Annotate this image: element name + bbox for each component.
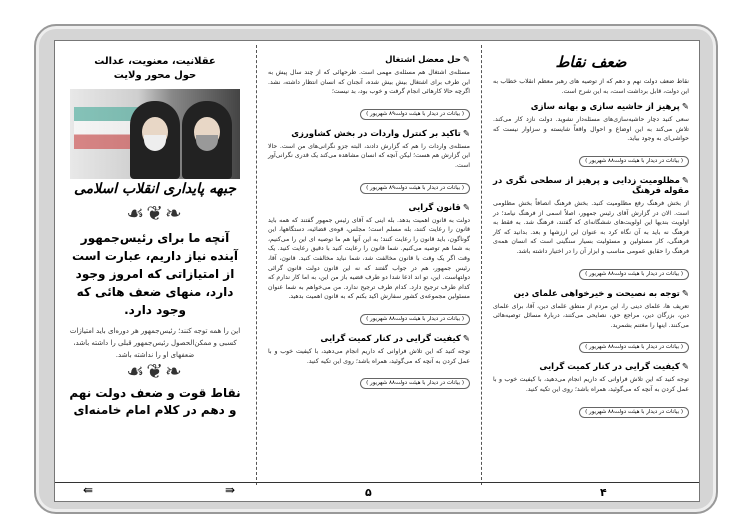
section-body: مسئله‌ی اشتغال هم مسئله‌ی مهمی است. طرحهائی که از چند سال پیش به این طرف برای اشتغال بیش بیش شده، آنجنان که انسان انتظار داشته، نشد. اگرچه حالا کارهائی انجام گرفت و خوب بود، بد نیست؛ bbox=[268, 69, 470, 96]
org-logo-text: جبهه پایداری انقلاب اسلامی bbox=[73, 181, 237, 197]
source-reference: ( بیانات در دیدار با هیئت دولت۸۸ شهریور ) bbox=[579, 156, 689, 167]
source-reference: ( بیانات در دیدار با هیئت دولت۸۹ شهریور ) bbox=[360, 183, 470, 194]
source-reference: ( بیانات در دیدار با هیئت دولت۸۹ شهریور ) bbox=[360, 109, 470, 120]
ornament-divider-icon: ❧❦☙ bbox=[126, 359, 184, 383]
section-title: ✎پرهیز از حاشیه سازی و بهانه سازی bbox=[530, 102, 689, 113]
section-body: تعریف ها، علمای دینی را، این مردم از منطق علمای دین، آقا، برای علمای دین، بزرگان دین، مراجع حق، نصایحی می‌کنند، دربارهٔ مسائل توصیه‌هائی می‌کنند. اینها را مغتنم بشمرید. bbox=[493, 302, 689, 329]
source-reference: ( بیانات در دیدار با هیئت دولت۸۸ شهریور ) bbox=[579, 407, 689, 418]
cover-header-line2: حول محور ولایت bbox=[113, 70, 197, 81]
column-divider bbox=[256, 45, 257, 485]
intro-text: نقاط ضعف دولت نهم و دهم که از توصیه های رهبر معظم انقلاب خطاب به این دولت، قابل برداشت است، به این شرح است. bbox=[493, 78, 689, 95]
section-body: سعی کنید دچار حاشیه‌سازی‌های مسئله‌دار نشوید. دولت نازد کار می‌کند. تلاش می‌کند به این اوضاع و احوال واقعاً شایسته و سزاوار نیست که حواشی‌ای به وجود بیاید. bbox=[493, 116, 689, 143]
left-arrow-ornament-icon: ⇚ bbox=[83, 483, 94, 497]
ornament-divider-icon: ❧❦☙ bbox=[126, 201, 184, 225]
section-body: توجه کنید که این تلاش فراوانی که داریم انجام می‌دهید، با کیفیت خوب و با عمل کردن به آنچه که می‌گوئید، همراه باشد؛ روی این تکیه کنید. bbox=[268, 347, 470, 365]
source-reference: ( بیانات در دیدار با هیئت دولت۸۸ شهریور ) bbox=[579, 269, 689, 280]
bottom-rule bbox=[55, 482, 699, 483]
section-body: دولت به قانون اهمیت بدهد. بله اینی که آقای رئیس جمهور گفتند که همه باید قانون را رعایت کنند، بله مسلم است؛ مجلس، قوه‌ی قضائیه، دستگاهها، این گوناگون، باید قانون را رعایت کنند؛ به این آنها هم ما توصیه ای این را می‌کنیم، به شما هم توصیه می‌کنیم. شما قانون را رعایت کنید با دقیق رعایت کنید. یک وقت اگر یک وقت با قانون مخالفت شد، شما نباید مخالفت کنید. قانون، آقا، رئیس جمهور، هم در جواب گفتند که نه این قانون دولت قانون گرائی دولتهاست. این، تو اند اذعا شدا دو طرف قضیه باز من این، به اما کار ندارم که کدام طرف ترجیح دارد. کدام طرف ترجیح ندارد. من می‌خواهم به شما عنوان مسئولین مجموعه‌ی کشور سفارش اکید بکنم که به قانون اهمیت بدهید. bbox=[268, 216, 470, 301]
section-title: ✎توجه به نصیحت و خیرخواهی علمای دین bbox=[513, 288, 689, 299]
section-title: ✎تاکید بر کنترل واردات در بخش کشاورزی bbox=[291, 128, 470, 139]
weak-points-logo: ضعف نقاط bbox=[555, 53, 627, 71]
source-reference: ( بیانات در دیدار با هیئت دولت۸۸ شهریور ) bbox=[360, 378, 470, 389]
cover-header-line1: عقلانیت، معنویت، عدالت bbox=[94, 56, 216, 67]
bullet-icon: ✎ bbox=[462, 128, 470, 139]
bullet-icon: ✎ bbox=[681, 175, 689, 186]
bullet-icon: ✎ bbox=[681, 102, 689, 113]
cover-bottom-title: نقاط قوت و ضعف دولت نهم و دهم در کلام امام خامنه‌ای bbox=[69, 386, 241, 417]
section-title: ✎کیفیت گرایی در کنار کمیت گرایی bbox=[539, 362, 689, 373]
booklet-spread bbox=[54, 40, 700, 502]
right-column bbox=[483, 41, 699, 501]
section-body: مسئله‌ی واردات را هم که گزارش دادند، البته جزو نگرانی‌های من است. حالا این گزارش هم هست؛ لیکن آنچه که انسان مشاهده می‌کند یک قدری نگرانی‌آور است. bbox=[267, 142, 470, 169]
middle-column bbox=[258, 41, 480, 501]
sub-quote: این را همه توجه کنند؛ رئیس‌جمهور هر دوره‌ای باید امتیازات کسبی و ممکن‌الحصول رئیس‌جمهور قبلی را داشته باشد، ضعفهای او را نداشته باشد. bbox=[69, 327, 241, 359]
page-number: ۴ bbox=[600, 486, 607, 499]
portrait-figure-1 bbox=[130, 101, 180, 179]
source-reference: ( بیانات در دیدار با هیئت دولت۸۸ شهریور ) bbox=[360, 314, 470, 325]
section-body: از بخش فرهنگ رفع مظلومیت کنید. بخش فرهنگ انصافاً بخش مظلومی است. الان در گزارش آقای رئیس جمهور، اصلاً اسمی از فرهنگ نیامد؛ در اولویت بندیها این اولویت‌های ششگانه‌ای که گفتند، فرهنگ شد. به فقط به فرهنگ نه باید به آن نگاه کرد به عنوان این ارزشها و بعد. بدانید که کار فرهنگی، کار مسئولین و مسئولیت بسیار سنگینی است که انسان همه‌ی فرهنگ را حقایق عمومی مناسب و ابزار آن را در اختیار داشته باشد. bbox=[493, 199, 689, 255]
section-title: ✎کیفیت گرایی در کنار کمیت گرایی bbox=[320, 333, 470, 344]
bullet-icon: ✎ bbox=[462, 55, 470, 65]
leaders-photo bbox=[70, 89, 240, 179]
portrait-figure-2 bbox=[182, 101, 232, 179]
source-reference: ( بیانات در دیدار با هیئت دولت۸۸ شهریور ) bbox=[579, 342, 689, 353]
section-title: ✎حل معضل اشتغال bbox=[385, 55, 470, 65]
bullet-icon: ✎ bbox=[462, 202, 470, 213]
bullet-icon: ✎ bbox=[681, 362, 689, 373]
cover-panel bbox=[55, 41, 255, 501]
right-arrow-ornament-icon: ⇛ bbox=[225, 483, 236, 497]
main-quote: آنچه ما برای رئیس‌جمهور آینده نیاز داریم، عبارت است از امتیازاتی که امروز وجود دارد، منهای ضعف هائی که وجود دارد. bbox=[72, 231, 238, 317]
column-divider bbox=[481, 45, 482, 485]
bullet-icon: ✎ bbox=[681, 288, 689, 299]
bullet-icon: ✎ bbox=[462, 333, 470, 344]
page-number: ۵ bbox=[365, 486, 372, 499]
section-title: ✎مظلومیت زدایی و پرهیز از سطحی نگری در مقوله فرهنگ bbox=[493, 175, 689, 196]
section-body: توجه کنید که این تلاش فراوانی که داریم انجام می‌دهید، با کیفیت خوب و با عمل کردن به آنچه که می‌گوئید، همراه باشد؛ روی این تکیه کنید. bbox=[493, 376, 689, 393]
booklet-frame bbox=[34, 24, 718, 514]
section-title: ✎قانون گرایی bbox=[408, 202, 470, 213]
